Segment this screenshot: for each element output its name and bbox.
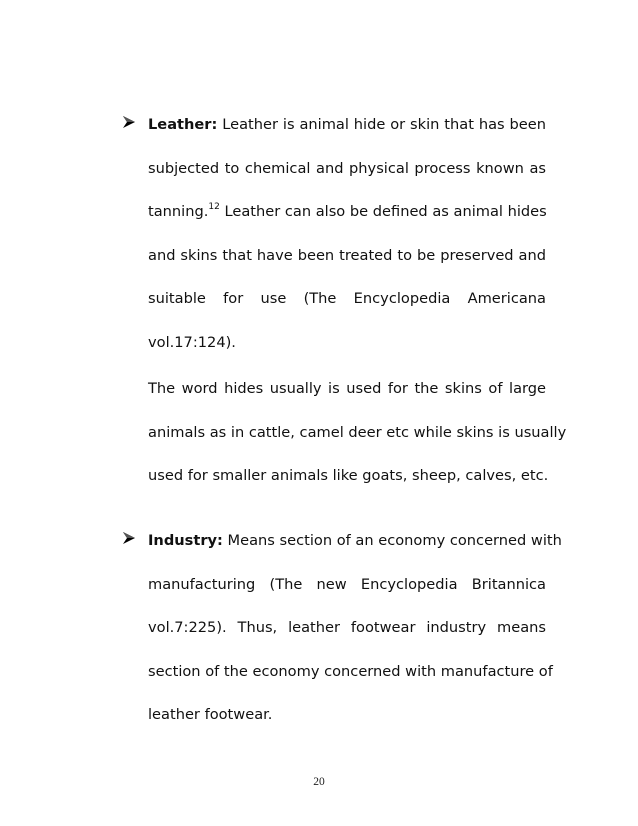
- industry-term: Industry:: [148, 532, 223, 549]
- arrow-bullet-icon: [123, 519, 148, 563]
- leather-line-3-pre: tanning.: [148, 203, 209, 220]
- hides-line-3: used for smaller animals like goats, sheep, calves, etc.: [148, 467, 549, 484]
- page-number: 20: [313, 776, 325, 788]
- arrow-bullet-icon: [123, 103, 148, 147]
- footnote-marker: 12: [208, 202, 220, 212]
- hides-paragraph: [123, 367, 567, 498]
- leather-line-4: and skins that have been treated to be preserved and: [148, 246, 546, 264]
- leather-line-6: vol.17:124).: [148, 333, 236, 351]
- industry-line-5: leather footwear.: [148, 706, 273, 723]
- leather-term: Leather:: [148, 116, 218, 133]
- industry-line-4: section of the economy concerned with manufacture of: [148, 662, 553, 680]
- hides-line-2: animals as in cattle, camel deer etc while skins is usually: [148, 423, 567, 441]
- industry-definition: [123, 519, 562, 737]
- leather-line-1: [123, 103, 546, 147]
- leather-definition: [123, 103, 546, 364]
- leather-line-3: [123, 190, 546, 234]
- leather-line-5: suitable for use (The Encyclopedia Americana: [148, 290, 546, 307]
- industry-line-3: vol.7:225). Thus, leather footwear industry means: [148, 619, 546, 636]
- leather-line-1-text: [148, 103, 546, 147]
- leather-line-1-rest: Leather is animal hide or skin that has been: [222, 116, 547, 133]
- industry-line-2: manufacturing (The new Encyclopedia Britannica: [148, 575, 546, 593]
- industry-line-1: [123, 519, 562, 563]
- leather-line-2: subjected to chemical and physical process known as: [148, 159, 546, 177]
- industry-line-1-text: [148, 519, 562, 563]
- hides-line-1: The word hides usually is used for the skins of large: [148, 380, 546, 397]
- leather-line-3-post: Leather can also be defined as animal hides: [219, 203, 547, 220]
- industry-line-1-rest: Means section of an economy concerned with: [227, 532, 562, 549]
